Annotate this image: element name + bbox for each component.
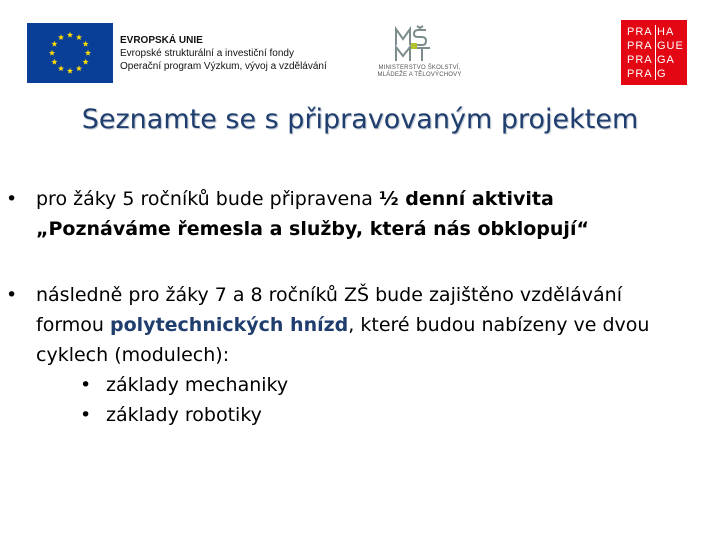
praha-cell: GA <box>657 54 675 66</box>
eu-star-icon <box>49 50 55 56</box>
eu-star-icon <box>51 41 57 47</box>
eu-star-icon <box>76 34 82 40</box>
eu-line-3: Operační program Výzkum, vývoj a vzdělávání <box>120 61 327 72</box>
praha-cell: PRA <box>627 26 653 38</box>
praha-cell: HA <box>657 26 675 38</box>
praha-cell: PRA <box>627 40 653 52</box>
bullet-text: následně pro žáky 7 a 8 ročníků ZŠ bude zajištěno vzdělávání formou <box>36 284 622 336</box>
eu-star-icon <box>58 65 64 71</box>
praha-grid <box>627 25 687 81</box>
praha-cell: PRA <box>627 54 653 66</box>
sub-bullet-dot-icon: • <box>80 374 92 396</box>
eu-star-icon <box>51 59 57 65</box>
eu-text-block <box>120 34 327 73</box>
sub-bullet-dot-icon: • <box>80 404 92 426</box>
slide-title: Seznamte se s připravovaným projektem <box>81 104 639 135</box>
eu-star-icon <box>83 41 89 47</box>
msmt-line-2: MLÁDEŽE A TĚLOVÝCHOVY <box>377 72 462 78</box>
praha-cell: PRA <box>627 68 653 80</box>
bullet-text: pro žáky 5 ročníků bude připravena <box>36 188 379 210</box>
praha-logo <box>621 20 687 85</box>
bullet-item <box>0 184 686 244</box>
eu-star-icon <box>67 68 73 74</box>
eu-stars-icon <box>27 23 113 83</box>
sub-bullet-item <box>70 370 686 400</box>
eu-star-icon <box>83 59 89 65</box>
bullet-text-after: , které budou nabízeny ve dvou cyklech (modulech): <box>36 314 650 366</box>
sub-bullet-text: základy mechaniky <box>106 374 289 396</box>
bullet-item <box>0 280 686 430</box>
eu-flag-logo <box>27 23 113 83</box>
praha-cell: G <box>657 68 667 80</box>
eu-star-icon <box>67 32 73 38</box>
eu-line-2: Evropské strukturální a investiční fondy <box>120 48 294 59</box>
eu-star-icon <box>76 65 82 71</box>
eu-star-icon <box>58 34 64 40</box>
sub-bullet-text: základy robotiky <box>106 404 262 426</box>
msmt-subtitle <box>362 65 477 79</box>
bullet-strong-text: ½ denní aktivita „Poznáváme řemesla a služby, která nás obklopují“ <box>36 188 589 240</box>
eu-line-1: EVROPSKÁ UNIE <box>120 35 203 46</box>
sub-bullet-item <box>70 400 686 430</box>
eu-star-icon <box>85 50 91 56</box>
bullet-dot-icon: • <box>6 188 18 210</box>
bullet-accent-text: polytechnických hnízd <box>110 314 349 336</box>
msmt-logo <box>362 25 477 87</box>
msmt-line-1: MINISTERSTVO ŠKOLSTVÍ, <box>378 65 461 71</box>
praha-cell: GUE <box>657 40 684 52</box>
msmt-mark-icon <box>362 25 477 65</box>
bullet-dot-icon: • <box>6 284 18 306</box>
